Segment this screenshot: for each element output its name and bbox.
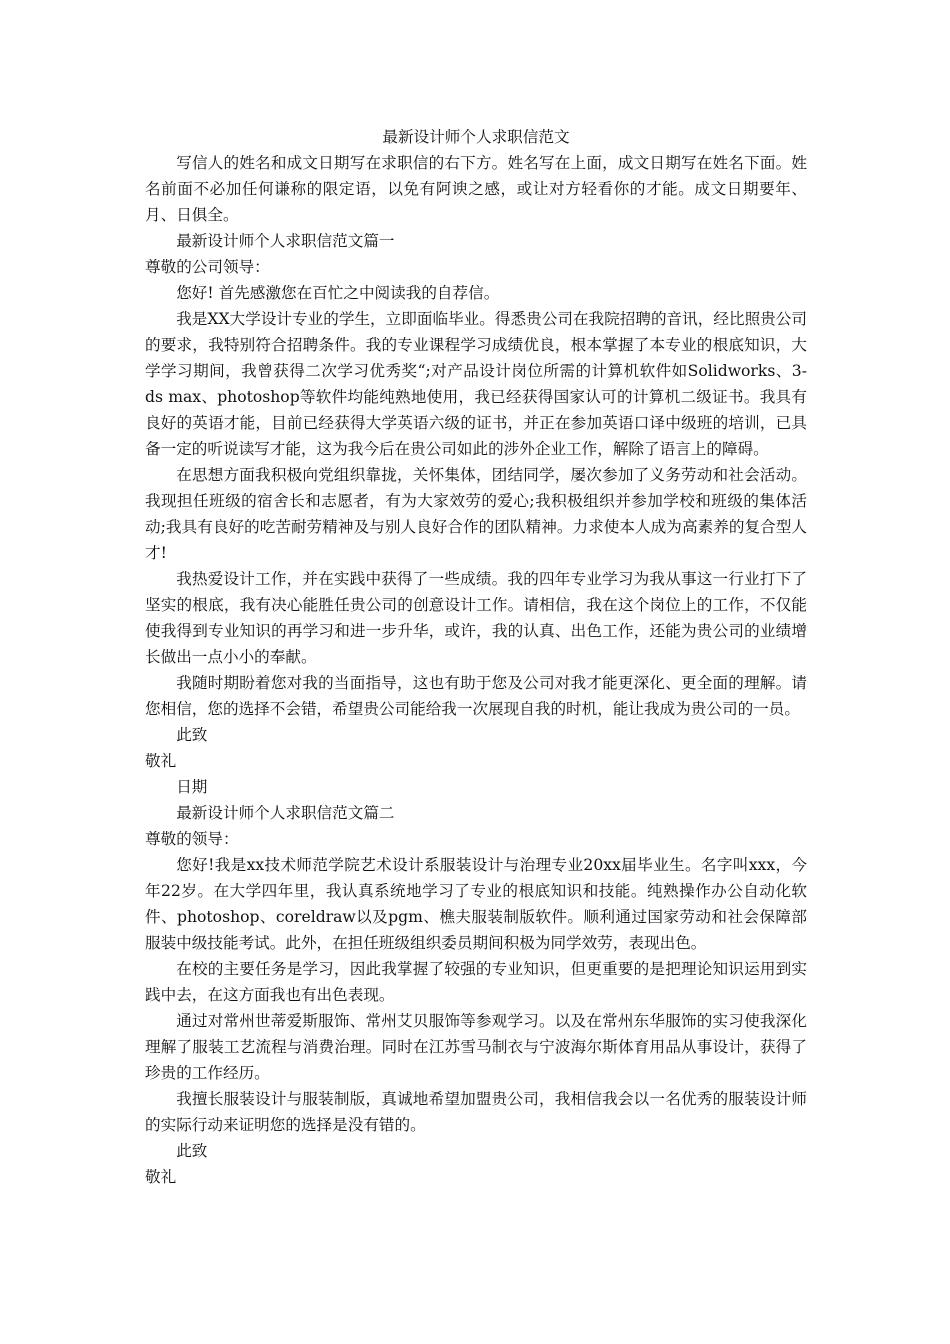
letter2-closing-jingli: 敬礼: [145, 1168, 177, 1186]
letter2-salutation: 尊敬的领导：: [145, 830, 239, 848]
intro-paragraph: 写信人的姓名和成文日期写在求职信的右下方。姓名写在上面，成文日期写在姓名下面。姓名前面不必加任何谦称的限定语，以免有阿谀之感，或让对方轻看你的才能。成文日期要年、月、日俱全。: [145, 154, 807, 224]
letter2-closing-cizhi: 此致: [176, 1142, 208, 1160]
letter1-heading: 最新设计师个人求职信范文篇一: [176, 232, 395, 250]
document-title: 最新设计师个人求职信范文: [382, 128, 570, 146]
letter1-paragraph: 我热爱设计工作，并在实践中获得了一些成绩。我的四年专业学习为我从事这一行业打下了坚实的根底，我有决心能胜任贵公司的创意设计工作。请相信，我在这个岗位上的工作，不仅能使我得到专业知识的再学习和进一步升华，或许，我的认真、出色工作，还能为贵公司的业绩增长做出一点小小的奉献。: [145, 570, 807, 666]
letter2-paragraph: 您好!我是xx技术师范学院艺术设计系服装设计与治理专业20xx届毕业生。名字叫xxx，今年22岁。在大学四年里，我认真系统地学习了专业的根底知识和技能。纯熟操作办公自动化软件、photoshop、coreldraw以及pgm、樵夫服装制版软件。顺利通过国家劳动和社会保障部服装中级技能考试。此外，在担任班级组织委员期间积极为同学效劳，表现出色。: [145, 856, 807, 952]
letter2-heading: 最新设计师个人求职信范文篇二: [176, 804, 395, 822]
letter1-salutation: 尊敬的公司领导：: [145, 258, 270, 276]
letter2-paragraph: 我擅长服装设计与服装制版，真诚地希望加盟贵公司，我相信我会以一名优秀的服装设计师的实际行动来证明您的选择是没有错的。: [145, 1090, 807, 1134]
letter1-closing-jingli: 敬礼: [145, 752, 177, 770]
letter1-paragraph: 我随时期盼着您对我的当面指导，这也有助于您及公司对我才能更深化、更全面的理解。请您相信，您的选择不会错，希望贵公司能给我一次展现自我的时机，能让我成为贵公司的一员。: [145, 674, 807, 718]
letter2-paragraph: 在校的主要任务是学习，因此我掌握了较强的专业知识，但更重要的是把理论知识运用到实践中去，在这方面我也有出色表现。: [145, 960, 807, 1004]
letter2-paragraph: 通过对常州世蒂爱斯服饰、常州艾贝服饰等参观学习。以及在常州东华服饰的实习使我深化理解了服装工艺流程与消费治理。同时在江苏雪马制衣与宁波海尔斯体育用品从事设计，获得了珍贵的工作经历。: [145, 1012, 807, 1082]
letter1-paragraph: 我是XX大学设计专业的学生，立即面临毕业。得悉贵公司在我院招聘的音讯，经比照贵公司的要求，我特别符合招聘条件。我的专业课程学习成绩优良，根本掌握了本专业的根底知识，大学学习期间，我曾获得二次学习优秀奖“;对产品设计岗位所需的计算机软件如Solidworks、3-ds max、photoshop等软件均能纯熟地使用，我已经获得国家认可的计算机二级证书。我具有良好的英语才能，目前已经获得大学英语六级的证书，并正在参加英语口译中级班的培训，已具备一定的听说读写才能，这为我今后在贵公司如此的涉外企业工作，解除了语言上的障碍。: [145, 310, 807, 458]
letter1-closing-cizhi: 此致: [176, 726, 208, 744]
letter1-date: 日期: [176, 778, 208, 796]
letter1-paragraph: 在思想方面我积极向党组织靠拢，关怀集体，团结同学，屡次参加了义务劳动和社会活动。我现担任班级的宿舍长和志愿者，有为大家效劳的爱心;我积极组织并参加学校和班级的集体活动;我具有良好的吃苦耐劳精神及与别人良好合作的团队精神。力求使本人成为高素养的复合型人才!: [145, 466, 807, 562]
document-page: [145, 124, 807, 1190]
letter1-paragraph: 您好! 首先感激您在百忙之中阅读我的自荐信。: [176, 284, 500, 302]
